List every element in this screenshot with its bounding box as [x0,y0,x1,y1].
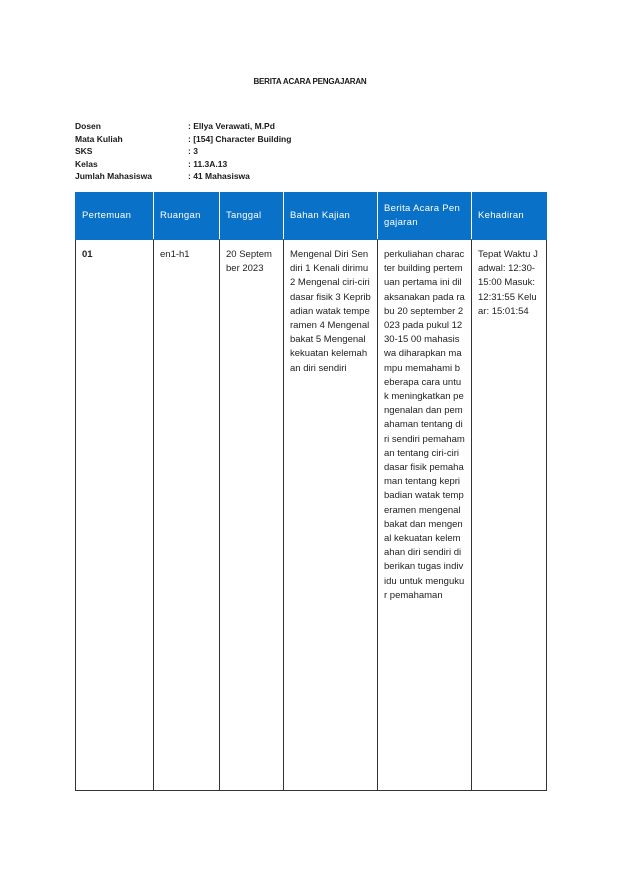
cell-kehadiran: Tepat Waktu Jadwal: 12:30-15:00 Masuk: 12:31:55 Keluar: 15:01:54 [472,240,547,791]
info-label: Dosen [75,121,101,131]
info-label: Kelas [75,158,98,169]
column-header-berita-acara: Berita Acara Pengajaran [378,193,472,240]
table-row [76,240,547,791]
teaching-record-table [75,192,547,791]
cell-tanggal: 20 September 2023 [220,240,284,791]
cell-pertemuan: 01 [76,240,154,791]
info-label: Jumlah Mahasiswa [75,171,153,181]
column-header-tanggal: Tanggal [220,193,284,240]
page-title: BERITA ACARA PENGAJARAN [253,77,367,86]
info-row-sks [75,145,291,158]
table-header-row [76,193,547,240]
info-row-kelas [75,158,291,171]
cell-ruangan: en1-h1 [154,240,220,791]
info-value: : 41 Mahasiswa [188,171,250,181]
info-label: SKS [75,146,93,156]
column-header-pertemuan: Pertemuan [76,193,154,240]
cell-berita-acara: perkuliahan character building pertemuan pertama ini dilaksanakan pada rabu 20 september 2023 pada pukul 12 30-15 00 mahasiswa diharapkan mampu memahami beberapa cara untuk meningkatkan pengenalan dan pemahaman tentang diri sendiri pemahaman tentang ciri-ciri dasar fisik pemahaman tentang kepribadian watak temperamen mengenal bakat dan mengenal kekuatan kelemahan diri sendiri diberikan tugas individu untuk mengukur pemahaman [378,240,472,791]
lecture-info [75,120,291,183]
info-row-mata-kuliah [75,133,291,146]
info-value: : [154] Character Building [188,133,292,144]
info-value: : 11.3A.13 [188,158,228,169]
info-row-dosen [75,120,291,133]
column-header-kehadiran: Kehadiran [472,193,547,240]
info-value: : 3 [188,146,198,156]
column-header-ruangan: Ruangan [154,193,220,240]
info-value: : Ellya Verawati, M.Pd [188,121,275,131]
info-row-jumlah-mahasiswa [75,170,291,183]
info-label: Mata Kuliah [75,133,123,144]
cell-bahan-kajian: Mengenal Diri Sendiri 1 Kenali dirimu 2 Mengenal ciri-ciri dasar fisik 3 Kepribadian watak tempe ramen 4 Mengenal bakat 5 Mengenal kekuatan kelemahan diri sendiri [284,240,378,791]
column-header-bahan-kajian: Bahan Kajian [284,193,378,240]
